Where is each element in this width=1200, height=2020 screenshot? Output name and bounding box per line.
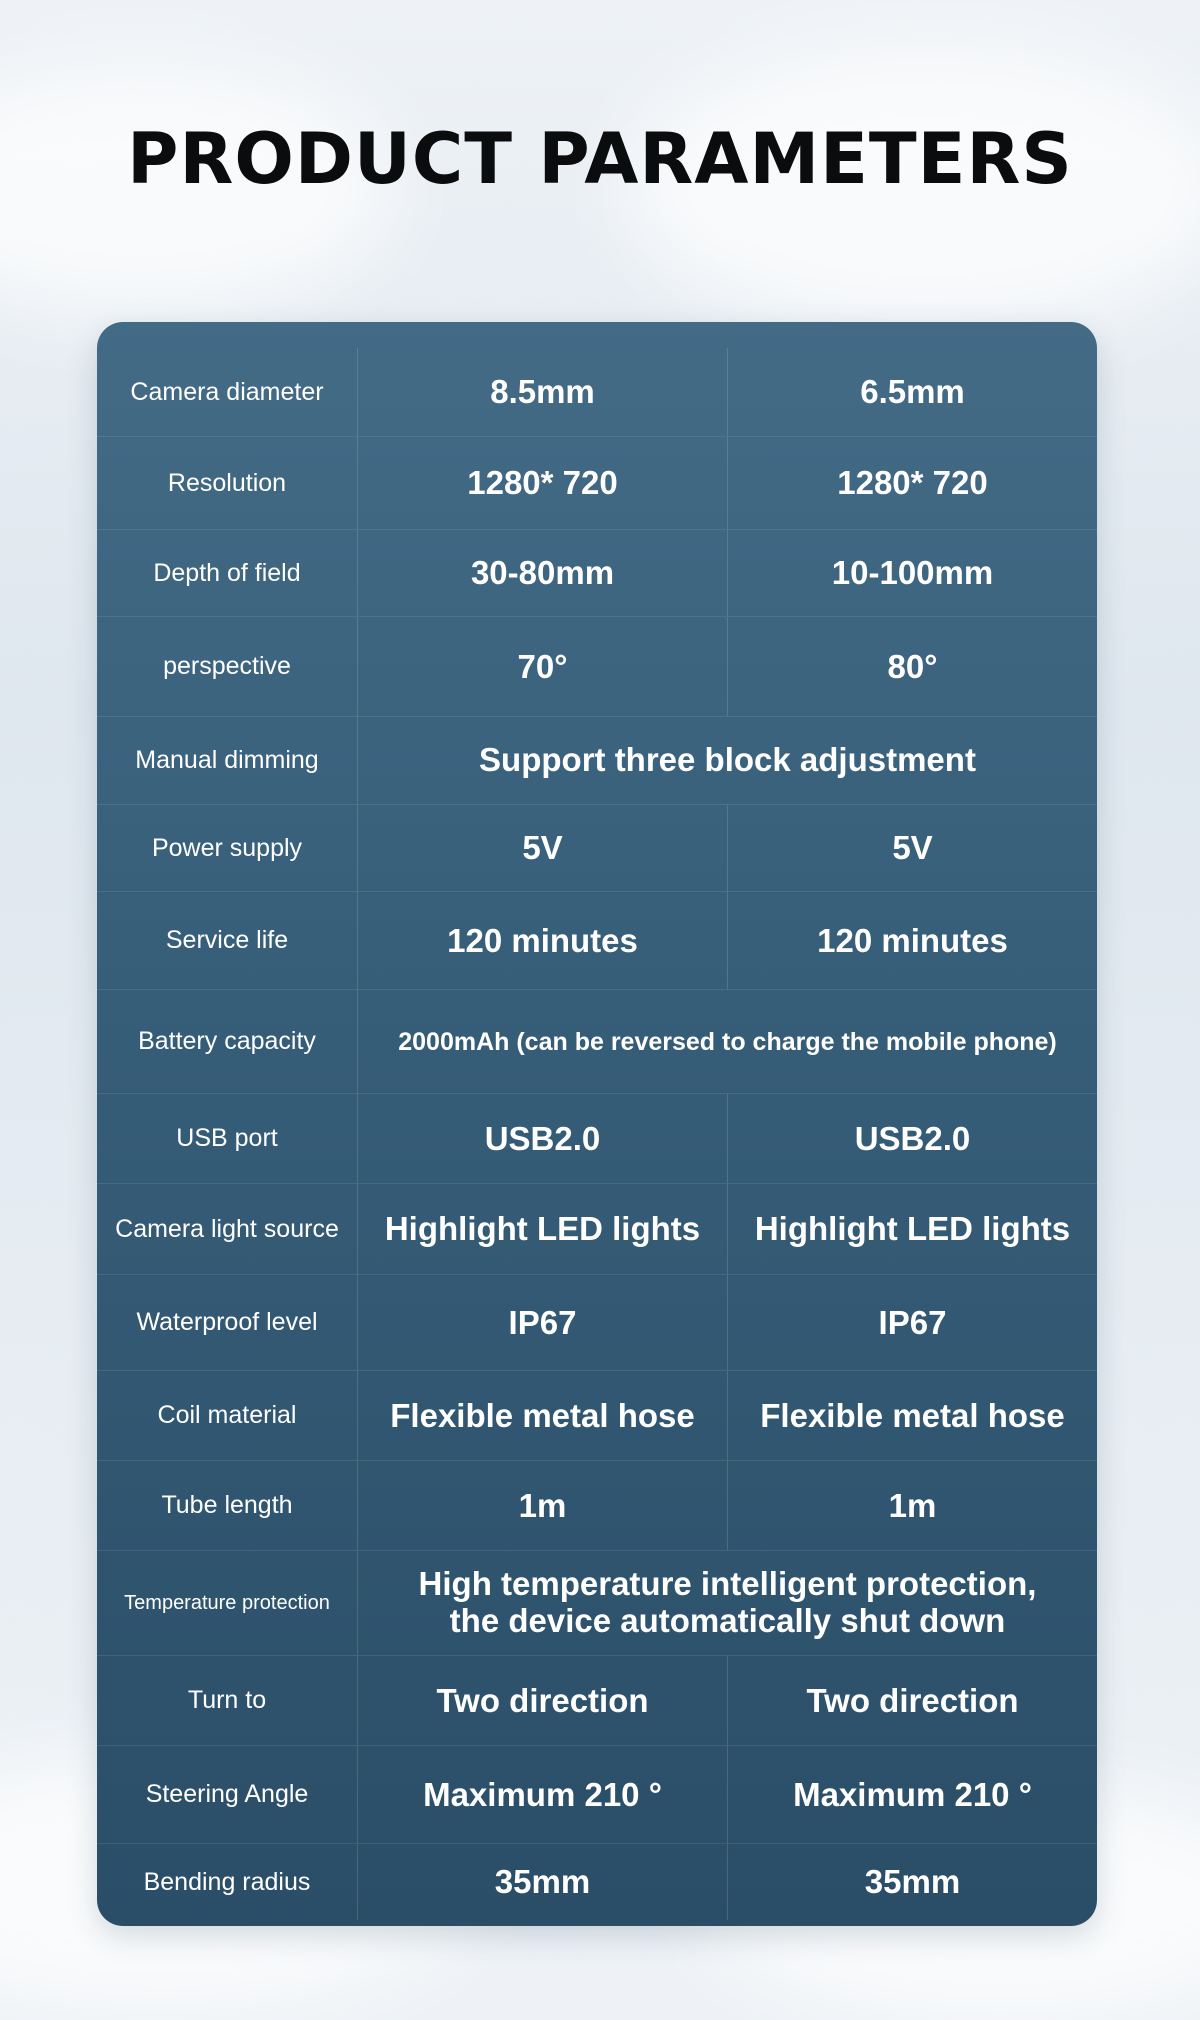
table-row: [97, 892, 1097, 990]
row-values: [357, 805, 1097, 891]
table-row: [97, 1275, 1097, 1371]
row-values: [357, 1746, 1097, 1843]
row-label: Steering Angle: [145, 1780, 309, 1808]
row-label: Waterproof level: [136, 1308, 318, 1336]
value-model-a: IP67: [508, 1303, 577, 1341]
value-model-a: 70°: [517, 647, 568, 685]
row-label: Coil material: [157, 1401, 297, 1429]
row-values: [357, 1461, 1097, 1550]
row-label: perspective: [163, 652, 291, 680]
table-row: [97, 1371, 1097, 1461]
value-model-b: 120 minutes: [727, 892, 1097, 989]
value-model-a: Flexible metal hose: [390, 1396, 695, 1434]
table-row: [97, 1094, 1097, 1184]
row-values: [357, 617, 1097, 716]
row-label: Camera light source: [115, 1214, 339, 1243]
value-model-a: 30-80mm: [470, 554, 615, 591]
row-label: Manual dimming: [135, 746, 319, 774]
value-model-a: 5V: [522, 829, 563, 866]
table-row: [97, 1656, 1097, 1746]
value-model-b: Maximum 210 °: [727, 1746, 1097, 1843]
row-label: Temperature protection: [124, 1591, 330, 1614]
row-values: [357, 1184, 1097, 1274]
row-values: [357, 530, 1097, 616]
row-label: Battery capacity: [138, 1027, 316, 1055]
table-row: [97, 617, 1097, 717]
row-label: Depth of field: [153, 558, 301, 587]
table-row: [97, 717, 1097, 805]
row-values: [357, 348, 1097, 436]
table-row: [97, 1844, 1097, 1920]
value-model-b: Flexible metal hose: [727, 1371, 1097, 1460]
row-label: Turn to: [187, 1686, 267, 1714]
row-values: [357, 1094, 1097, 1183]
value-model-a: 1m: [518, 1486, 567, 1524]
row-label: Camera diameter: [130, 377, 324, 406]
value-model-b: 5V: [727, 805, 1097, 891]
table-row: [97, 1184, 1097, 1275]
table-row: [97, 437, 1097, 530]
parameters-card: [97, 322, 1097, 1926]
row-label: Tube length: [161, 1491, 293, 1519]
value-model-b: Highlight LED lights: [727, 1184, 1097, 1274]
value-model-a: 1280* 720: [467, 464, 618, 501]
table-row: [97, 1746, 1097, 1844]
value-model-b: 80°: [727, 617, 1097, 716]
row-label: Bending radius: [143, 1867, 311, 1896]
value-model-b: 10-100mm: [727, 530, 1097, 616]
row-label: Power supply: [151, 833, 303, 862]
value-shared: 2000mAh (can be reversed to charge the mobile phone): [398, 1027, 1057, 1056]
value-model-b: Two direction: [727, 1656, 1097, 1745]
value-model-a: Maximum 210 °: [423, 1775, 662, 1813]
row-label: Service life: [165, 926, 289, 954]
row-values: [357, 1371, 1097, 1460]
value-model-b: IP67: [727, 1275, 1097, 1370]
row-values: [357, 717, 1097, 804]
value-model-a: 120 minutes: [447, 921, 638, 959]
row-values: [357, 1275, 1097, 1370]
table-row: [97, 530, 1097, 617]
row-label: USB port: [176, 1124, 278, 1152]
page-title: PRODUCT PARAMETERS: [127, 118, 1073, 200]
value-model-b: 6.5mm: [727, 348, 1097, 436]
value-model-b: 1m: [727, 1461, 1097, 1550]
value-model-b: 35mm: [727, 1844, 1097, 1920]
value-model-b: 1280* 720: [727, 437, 1097, 529]
table-row: [97, 348, 1097, 437]
value-model-a: 8.5mm: [490, 373, 595, 410]
value-model-a: 35mm: [494, 1863, 591, 1900]
row-values: [357, 990, 1097, 1093]
table-row: [97, 805, 1097, 892]
row-values: [357, 1844, 1097, 1920]
value-model-a: Highlight LED lights: [384, 1210, 701, 1247]
table-row: [97, 1461, 1097, 1551]
value-model-a: USB2.0: [484, 1119, 601, 1157]
row-values: [357, 437, 1097, 529]
row-values: [357, 892, 1097, 989]
value-model-a: Two direction: [436, 1681, 649, 1719]
parameters-table: [97, 348, 1097, 1920]
row-values: [357, 1551, 1097, 1655]
value-model-b: USB2.0: [727, 1094, 1097, 1183]
table-row: [97, 1551, 1097, 1656]
value-shared: High temperature intelligent protection, the device automatically shut down: [418, 1565, 1037, 1639]
table-row: [97, 990, 1097, 1094]
row-label: Resolution: [167, 468, 287, 497]
value-shared: Support three block adjustment: [479, 741, 976, 779]
row-values: [357, 1656, 1097, 1745]
